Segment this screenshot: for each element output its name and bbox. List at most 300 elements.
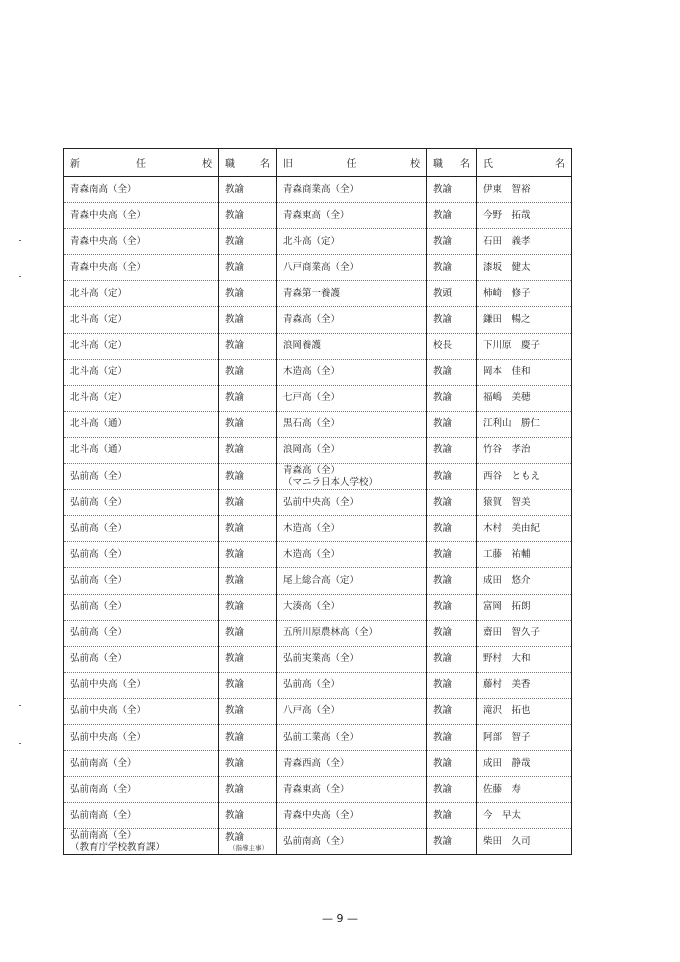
name-cell-text: 伊東 智裕	[483, 183, 531, 195]
old-school-cell	[277, 777, 427, 803]
new-school-cell-text: 青森南高（全）	[70, 183, 137, 195]
new-position-cell-text: 教諭	[225, 705, 245, 717]
new-school-cell	[64, 777, 219, 803]
old-school-cell-text: 浪岡高（全）	[283, 444, 341, 456]
old-school-cell-text: 弘前南高（全）	[283, 835, 350, 847]
name-cell-text: 柿崎 修子	[483, 287, 531, 299]
table-row	[64, 620, 572, 646]
name-cell	[477, 359, 572, 385]
name-cell-text: 成田 静哉	[483, 757, 531, 769]
name-cell	[477, 307, 572, 333]
new-school-cell-text: 弘前高（全）	[70, 496, 128, 508]
old-school-cell	[277, 464, 427, 490]
old-school-cell-text: 黒石高（全）	[283, 418, 341, 430]
new-position-cell-text: 教諭	[225, 444, 245, 456]
new-school-cell-text: 弘前高（全）	[70, 574, 128, 586]
new-school-cell-text: 北斗高（通）	[70, 418, 128, 430]
new-school-cell-text: 青森中央高（全）	[70, 261, 147, 273]
name-cell	[477, 385, 572, 411]
table-header-row	[64, 149, 572, 177]
scan-mark	[19, 705, 21, 706]
old-school-cell	[277, 803, 427, 829]
header-char: 名	[260, 159, 270, 170]
name-cell	[477, 594, 572, 620]
new-school-cell-text: 弘前南高（全）	[70, 829, 137, 841]
new-position-cell	[219, 620, 277, 646]
name-cell-text: 今野 拓哉	[483, 209, 531, 221]
old-position-cell	[427, 803, 477, 829]
name-cell-text: 富岡 拓朗	[483, 601, 531, 613]
old-school-cell-text: 木造高（全）	[283, 548, 341, 560]
old-school-cell	[277, 646, 427, 672]
new-school-cell-text: 弘前高（全）	[70, 470, 128, 482]
new-school-cell	[64, 594, 219, 620]
old-position-cell-text: 教諭	[433, 209, 453, 221]
new-position-cell	[219, 359, 277, 385]
new-position-cell-text: 教諭	[225, 235, 245, 247]
header-char: 職	[433, 159, 443, 170]
old-school-cell	[277, 698, 427, 724]
old-position-cell-text: 教諭	[433, 679, 453, 691]
new-school-cell	[64, 490, 219, 516]
new-school-cell-text: 弘前高（全）	[70, 522, 128, 534]
old-position-cell-text: 教諭	[433, 392, 453, 404]
table-row	[64, 385, 572, 411]
old-school-cell	[277, 620, 427, 646]
new-position-cell	[219, 229, 277, 255]
old-position-cell-text: 教諭	[433, 366, 453, 378]
table-row	[64, 281, 572, 307]
table-row	[64, 646, 572, 672]
new-position-cell-subtext: （指導主事）	[229, 843, 268, 852]
new-school-cell-text: 弘前南高（全）	[70, 757, 137, 769]
header-char: 任	[346, 159, 357, 170]
old-position-cell	[427, 829, 477, 855]
new-school-cell-text: 北斗高（定）	[70, 366, 128, 378]
old-position-cell	[427, 777, 477, 803]
old-position-cell	[427, 307, 477, 333]
new-school-cell-text: 弘前中央高（全）	[70, 731, 147, 743]
old-position-cell-text: 教諭	[433, 601, 453, 613]
old-school-cell-text: 七戸高（全）	[283, 392, 341, 404]
header-name	[477, 149, 572, 177]
table-row	[64, 568, 572, 594]
old-school-cell-text: 弘前中央高（全）	[283, 496, 360, 508]
old-school-cell-text: 浪岡養護	[283, 340, 322, 352]
new-school-cell	[64, 385, 219, 411]
name-cell-text: 藤村 美香	[483, 679, 531, 691]
old-position-cell	[427, 464, 477, 490]
old-position-cell-text: 教諭	[433, 731, 453, 743]
old-school-cell	[277, 177, 427, 203]
name-cell-text: 江利山 勝仁	[483, 418, 541, 430]
table-row	[64, 464, 572, 490]
old-school-cell	[277, 255, 427, 281]
old-school-cell-text: 青森西高（全）	[283, 757, 350, 769]
old-position-cell-text: 教諭	[433, 627, 453, 639]
new-school-cell	[64, 411, 219, 437]
old-position-cell-text: 校長	[433, 340, 453, 352]
new-school-cell	[64, 829, 219, 855]
old-position-cell	[427, 437, 477, 463]
name-cell	[477, 724, 572, 750]
name-cell	[477, 411, 572, 437]
name-cell	[477, 542, 572, 568]
new-position-cell	[219, 333, 277, 359]
old-position-cell-text: 教頭	[433, 287, 453, 299]
new-position-cell-text: 教諭	[225, 757, 245, 769]
new-school-cell	[64, 333, 219, 359]
old-school-cell-text: 青森中央高（全）	[283, 809, 360, 821]
new-position-cell	[219, 307, 277, 333]
table-row	[64, 255, 572, 281]
name-cell-text: 工藤 祐輔	[483, 548, 531, 560]
old-position-cell-text: 教諭	[433, 444, 453, 456]
old-school-cell	[277, 229, 427, 255]
old-school-cell	[277, 359, 427, 385]
new-position-cell	[219, 464, 277, 490]
new-school-cell	[64, 437, 219, 463]
old-school-cell	[277, 672, 427, 698]
name-cell-text: 竹谷 孝治	[483, 444, 531, 456]
table-row	[64, 229, 572, 255]
old-position-cell-text: 教諭	[433, 783, 453, 795]
new-school-cell	[64, 646, 219, 672]
new-school-cell	[64, 751, 219, 777]
new-school-cell-text: 弘前南高（全）	[70, 783, 137, 795]
name-cell	[477, 672, 572, 698]
new-school-cell	[64, 255, 219, 281]
new-position-cell-text: 教諭	[225, 627, 245, 639]
table-row	[64, 203, 572, 229]
new-position-cell-text: 教諭	[225, 574, 245, 586]
old-position-cell	[427, 359, 477, 385]
header-char: 旧	[283, 159, 293, 170]
header-char: 新	[70, 159, 80, 170]
new-position-cell	[219, 542, 277, 568]
old-school-cell-text: 青森東高（全）	[283, 209, 350, 221]
scan-mark	[19, 743, 21, 744]
header-char: 職	[225, 159, 235, 170]
name-cell-text: 柴田 久司	[483, 835, 531, 847]
new-position-cell-text: 教諭	[225, 418, 245, 430]
old-school-cell	[277, 203, 427, 229]
new-position-cell	[219, 490, 277, 516]
table-row	[64, 829, 572, 855]
header-char: 校	[410, 159, 420, 170]
new-position-cell	[219, 724, 277, 750]
old-school-cell-text: 尾上総合高（定）	[283, 574, 360, 586]
table-row	[64, 177, 572, 203]
table-row	[64, 516, 572, 542]
old-position-cell-text: 教諭	[433, 235, 453, 247]
old-school-cell-text: 弘前高（全）	[283, 679, 341, 691]
old-position-cell	[427, 281, 477, 307]
name-cell	[477, 203, 572, 229]
old-position-cell-text: 教諭	[433, 470, 453, 482]
new-school-cell-text: 青森中央高（全）	[70, 235, 147, 247]
header-new-position	[219, 149, 277, 177]
old-position-cell	[427, 568, 477, 594]
old-position-cell-text: 教諭	[433, 261, 453, 273]
old-position-cell-text: 教諭	[433, 418, 453, 430]
old-position-cell	[427, 698, 477, 724]
name-cell-text: 下川原 慶子	[483, 340, 541, 352]
new-school-cell-text: 北斗高（定）	[70, 340, 128, 352]
table-row	[64, 437, 572, 463]
old-school-cell	[277, 307, 427, 333]
new-position-cell	[219, 437, 277, 463]
new-school-cell	[64, 177, 219, 203]
old-school-cell-text: 弘前工業高（全）	[283, 731, 360, 743]
new-school-cell-text: 北斗高（定）	[70, 314, 128, 326]
header-char: 任	[136, 159, 146, 170]
table-row	[64, 333, 572, 359]
old-school-cell-text: 弘前実業高（全）	[283, 653, 360, 665]
name-cell	[477, 333, 572, 359]
new-position-cell-text: 教諭	[225, 831, 245, 843]
old-school-cell-text: 木造高（全）	[283, 366, 341, 378]
old-school-cell-text: 青森高（全）	[283, 464, 341, 476]
old-school-cell-text: 青森第一養護	[283, 287, 341, 299]
new-position-cell-text: 教諭	[225, 183, 245, 195]
old-position-cell-text: 教諭	[433, 809, 453, 821]
new-school-cell	[64, 203, 219, 229]
new-school-cell-text: 弘前中央高（全）	[70, 679, 147, 691]
old-school-cell-text: 木造高（全）	[283, 522, 341, 534]
new-position-cell-text: 教諭	[225, 287, 245, 299]
new-position-cell	[219, 203, 277, 229]
name-cell-text: 阿部 智子	[483, 731, 531, 743]
header-char: 氏	[483, 159, 493, 170]
personnel-transfer-table	[63, 148, 572, 855]
name-cell-text: 野村 大和	[483, 653, 531, 665]
old-school-cell	[277, 490, 427, 516]
old-position-cell	[427, 594, 477, 620]
new-school-cell-text: 弘前高（全）	[70, 548, 128, 560]
name-cell-text: 木村 美由紀	[483, 522, 541, 534]
name-cell-text: 岡本 佳和	[483, 366, 531, 378]
new-school-cell	[64, 229, 219, 255]
new-position-cell	[219, 516, 277, 542]
new-position-cell	[219, 698, 277, 724]
new-school-cell	[64, 359, 219, 385]
table-row	[64, 542, 572, 568]
new-school-cell	[64, 672, 219, 698]
old-position-cell	[427, 542, 477, 568]
name-cell-text: 成田 悠介	[483, 574, 531, 586]
new-position-cell	[219, 255, 277, 281]
new-position-cell-text: 教諭	[225, 366, 245, 378]
new-school-cell	[64, 542, 219, 568]
old-school-cell-text: 青森高（全）	[283, 314, 341, 326]
old-school-cell	[277, 568, 427, 594]
new-position-cell	[219, 646, 277, 672]
table-row	[64, 777, 572, 803]
old-position-cell	[427, 490, 477, 516]
name-cell-text: 鎌田 暢之	[483, 314, 531, 326]
old-position-cell	[427, 724, 477, 750]
table-row	[64, 724, 572, 750]
name-cell-text: 今 早太	[483, 809, 522, 821]
new-position-cell-text: 教諭	[225, 653, 245, 665]
new-position-cell	[219, 177, 277, 203]
old-position-cell-text: 教諭	[433, 574, 453, 586]
name-cell	[477, 177, 572, 203]
old-school-cell	[277, 724, 427, 750]
old-position-cell-text: 教諭	[433, 705, 453, 717]
new-position-cell-text: 教諭	[225, 601, 245, 613]
new-position-cell-text: 教諭	[225, 392, 245, 404]
old-school-cell	[277, 411, 427, 437]
table-row	[64, 751, 572, 777]
new-position-cell-text: 教諭	[225, 783, 245, 795]
new-position-cell-text: 教諭	[225, 548, 245, 560]
old-school-cell-text: 大湊高（全）	[283, 601, 341, 613]
table-row	[64, 698, 572, 724]
old-position-cell	[427, 516, 477, 542]
table-row	[64, 803, 572, 829]
table-row	[64, 411, 572, 437]
new-school-cell	[64, 724, 219, 750]
old-school-cell	[277, 333, 427, 359]
old-position-cell	[427, 177, 477, 203]
header-char: 名	[555, 159, 565, 170]
new-school-cell-text: 弘前高（全）	[70, 653, 128, 665]
name-cell	[477, 568, 572, 594]
new-position-cell	[219, 751, 277, 777]
new-school-cell-text: 北斗高（通）	[70, 444, 128, 456]
old-position-cell	[427, 333, 477, 359]
old-position-cell	[427, 751, 477, 777]
new-position-cell-text: 教諭	[225, 470, 245, 482]
new-school-cell	[64, 307, 219, 333]
name-cell	[477, 281, 572, 307]
name-cell	[477, 698, 572, 724]
new-position-cell-text: 教諭	[225, 809, 245, 821]
old-school-cell-text: 青森商業高（全）	[283, 183, 360, 195]
new-position-cell-text: 教諭	[225, 522, 245, 534]
name-cell	[477, 437, 572, 463]
old-school-cell	[277, 751, 427, 777]
table-row	[64, 594, 572, 620]
name-cell	[477, 777, 572, 803]
old-school-cell	[277, 385, 427, 411]
new-school-cell	[64, 698, 219, 724]
old-position-cell-text: 教諭	[433, 653, 453, 665]
new-school-cell-subtext: （教育庁学校教育課）	[70, 841, 166, 853]
old-position-cell	[427, 255, 477, 281]
name-cell	[477, 829, 572, 855]
old-school-cell-subtext: （マニラ日本人学校）	[283, 476, 379, 488]
new-position-cell-text: 教諭	[225, 731, 245, 743]
name-cell-text: 猿賀 智美	[483, 496, 531, 508]
old-school-cell-text: 北斗高（定）	[283, 235, 341, 247]
new-school-cell	[64, 803, 219, 829]
new-position-cell	[219, 594, 277, 620]
name-cell	[477, 646, 572, 672]
name-cell-text: 齋田 智久子	[483, 627, 541, 639]
scan-mark	[19, 240, 21, 241]
old-position-cell-text: 教諭	[433, 548, 453, 560]
old-position-cell-text: 教諭	[433, 314, 453, 326]
old-school-cell-text: 八戸高（全）	[283, 705, 341, 717]
page-number: — 9 —	[322, 912, 358, 925]
new-position-cell-text: 教諭	[225, 314, 245, 326]
new-position-cell	[219, 385, 277, 411]
new-school-cell-text: 弘前高（全）	[70, 601, 128, 613]
new-position-cell	[219, 803, 277, 829]
new-position-cell-text: 教諭	[225, 340, 245, 352]
header-char: 名	[460, 159, 470, 170]
new-school-cell-text: 北斗高（定）	[70, 392, 128, 404]
new-school-cell-text: 弘前高（全）	[70, 627, 128, 639]
header-old-school	[277, 149, 427, 177]
new-position-cell	[219, 281, 277, 307]
old-position-cell	[427, 620, 477, 646]
new-position-cell	[219, 829, 277, 855]
new-position-cell	[219, 568, 277, 594]
new-position-cell	[219, 411, 277, 437]
header-new-school	[64, 149, 219, 177]
old-position-cell	[427, 646, 477, 672]
name-cell-text: 石田 義孝	[483, 235, 531, 247]
old-school-cell	[277, 542, 427, 568]
name-cell	[477, 490, 572, 516]
new-position-cell-text: 教諭	[225, 496, 245, 508]
new-school-cell	[64, 568, 219, 594]
name-cell-text: 西谷 ともえ	[483, 470, 541, 482]
old-position-cell	[427, 229, 477, 255]
new-school-cell	[64, 516, 219, 542]
old-school-cell	[277, 516, 427, 542]
name-cell-text: 福嶋 美穂	[483, 392, 531, 404]
old-position-cell	[427, 203, 477, 229]
old-school-cell-text: 八戸商業高（全）	[283, 261, 360, 273]
new-position-cell	[219, 777, 277, 803]
old-position-cell-text: 教諭	[433, 496, 453, 508]
name-cell	[477, 751, 572, 777]
new-position-cell-text: 教諭	[225, 679, 245, 691]
old-school-cell	[277, 437, 427, 463]
old-school-cell-text: 五所川原農林高（全）	[283, 627, 379, 639]
new-position-cell-text: 教諭	[225, 209, 245, 221]
new-school-cell	[64, 464, 219, 490]
name-cell	[477, 803, 572, 829]
table-row	[64, 490, 572, 516]
name-cell	[477, 516, 572, 542]
old-school-cell	[277, 594, 427, 620]
old-school-cell-text: 青森東高（全）	[283, 783, 350, 795]
name-cell-text: 滝沢 拓也	[483, 705, 531, 717]
new-position-cell-text: 教諭	[225, 261, 245, 273]
old-school-cell	[277, 281, 427, 307]
old-school-cell	[277, 829, 427, 855]
scan-mark	[19, 276, 21, 277]
name-cell	[477, 229, 572, 255]
new-school-cell	[64, 620, 219, 646]
new-school-cell-text: 弘前中央高（全）	[70, 705, 147, 717]
new-position-cell	[219, 672, 277, 698]
old-position-cell-text: 教諭	[433, 183, 453, 195]
name-cell-text: 佐藤 寿	[483, 783, 522, 795]
table-row	[64, 307, 572, 333]
old-position-cell	[427, 411, 477, 437]
old-position-cell-text: 教諭	[433, 522, 453, 534]
old-position-cell-text: 教諭	[433, 757, 453, 769]
header-old-position	[427, 149, 477, 177]
table-row	[64, 359, 572, 385]
